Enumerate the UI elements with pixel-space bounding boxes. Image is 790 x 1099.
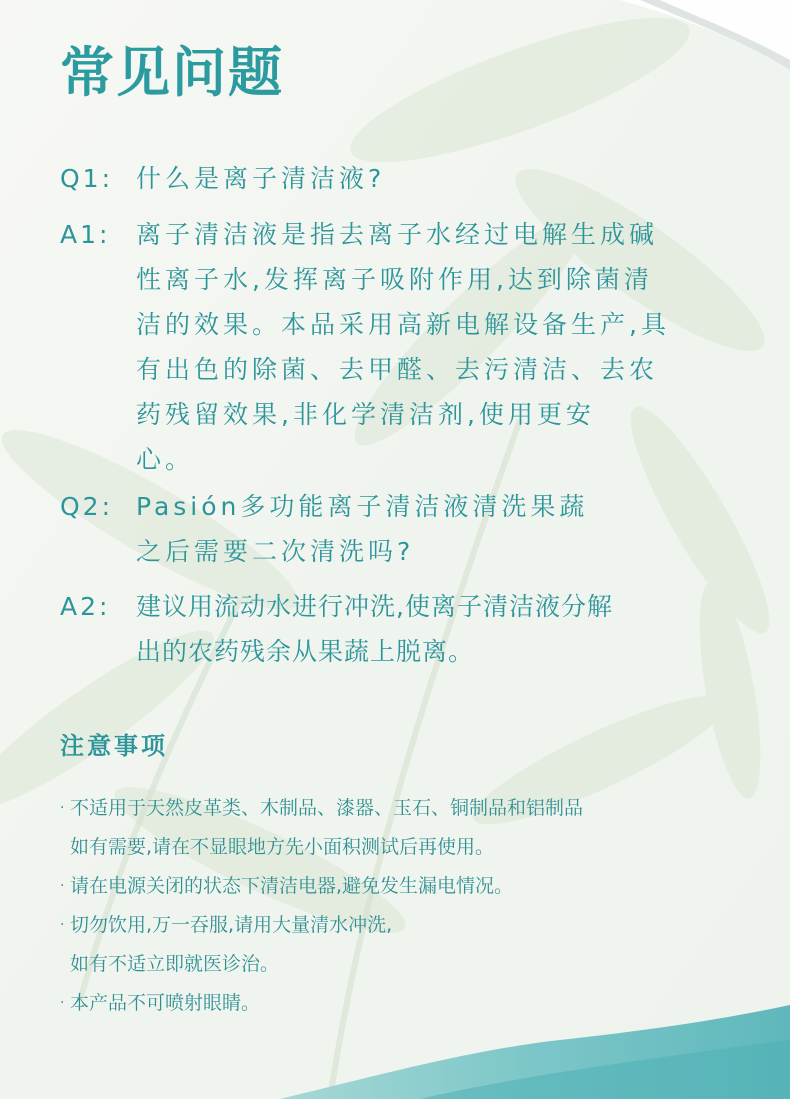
page-title: 常见问题 <box>60 40 284 104</box>
question-line: Pasión多功能离子清洁液清洗果蔬 <box>136 492 589 521</box>
bullet-dot: · <box>60 995 65 1011</box>
notice-item <box>60 789 760 867</box>
faq-answer-2 <box>60 584 760 674</box>
answer-text <box>136 584 760 674</box>
answer-label: A1: <box>60 220 111 249</box>
faq-question-2 <box>60 484 760 574</box>
faq-answer-1 <box>60 212 760 482</box>
answer-line: 建议用流动水进行冲洗,使离子清洁液分解 <box>136 592 613 621</box>
answer-line: 离子清洁液是指去离子水经过电解生成碱 <box>136 220 659 249</box>
question-label: Q1: <box>60 164 114 193</box>
notice-line: 如有需要,请在不显眼地方先小面积测试后再使用。 <box>70 836 495 858</box>
question-line: 什么是离子清洁液? <box>136 164 386 193</box>
notice-item <box>60 867 760 906</box>
notice-line: 如有不适立即就医诊治。 <box>70 953 280 975</box>
answer-line: 性离子水,发挥离子吸附作用,达到除菌清 <box>136 265 653 294</box>
question-text <box>136 156 760 201</box>
bullet-dot: · <box>60 878 65 894</box>
bullet-dot: · <box>60 917 65 933</box>
notice-line: 本产品不可喷射眼睛。 <box>70 992 261 1014</box>
notice-heading: 注意事项 <box>60 732 168 760</box>
notice-list <box>60 789 760 1023</box>
faq-question-1 <box>60 156 760 201</box>
answer-line: 洁的效果。本品采用高新电解设备生产,具 <box>136 310 670 339</box>
answer-line: 药残留效果,非化学清洁剂,使用更安 <box>136 400 595 429</box>
notice-line: 请在电源关闭的状态下清洁电器,避免发生漏电情况。 <box>70 875 514 897</box>
bullet-dot: · <box>60 800 65 816</box>
notice-item <box>60 906 760 984</box>
question-line: 之后需要二次清洗吗? <box>136 537 415 566</box>
notice-line: 不适用于天然皮革类、木制品、漆器、玉石、铜制品和铝制品 <box>70 797 584 819</box>
answer-line: 心。 <box>136 445 195 474</box>
notice-line: 切勿饮用,万一吞服,请用大量清水冲洗, <box>70 914 393 936</box>
answer-label: A2: <box>60 592 111 621</box>
answer-line: 出的农药残余从果蔬上脱离。 <box>136 637 475 666</box>
answer-line: 有出色的除菌、去甲醛、去污清洁、去农 <box>136 355 659 384</box>
answer-text <box>136 212 760 482</box>
question-text <box>136 484 760 574</box>
question-label: Q2: <box>60 492 114 521</box>
notice-item <box>60 984 760 1023</box>
